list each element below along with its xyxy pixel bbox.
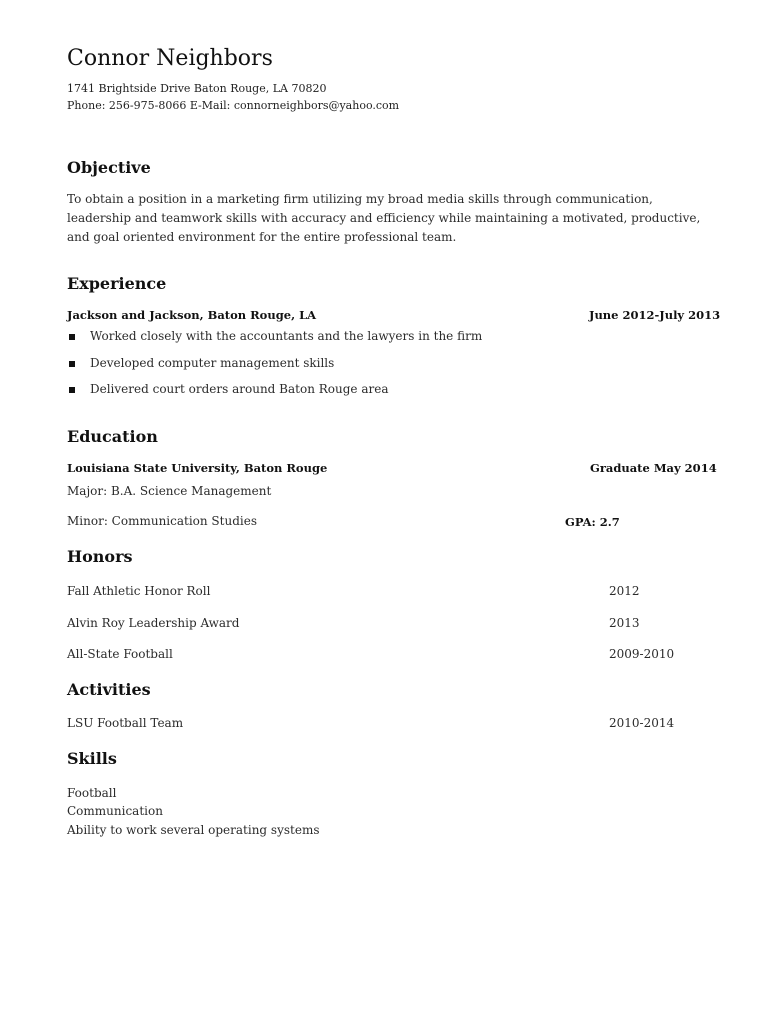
experience-bullet-item: Delivered court orders around Baton Rouge area	[90, 382, 389, 396]
honor-name: All-State Football	[67, 647, 173, 661]
bullet-icon	[69, 361, 75, 367]
education-school: Louisiana State University, Baton Rouge	[67, 461, 328, 475]
objective-heading: Objective	[67, 158, 151, 177]
bullet-icon	[69, 387, 75, 393]
phone-email-line: Phone: 256-975-8066 E-Mail: connorneighbors@yahoo.com	[67, 99, 400, 112]
education-major: Major: B.A. Science Management	[67, 484, 272, 498]
skills-heading: Skills	[67, 749, 117, 768]
honor-year: 2009-2010	[609, 647, 675, 661]
honor-year: 2012	[609, 584, 640, 598]
experience-heading: Experience	[67, 274, 167, 293]
skill-item: Ability to work several operating systems	[67, 823, 320, 837]
honors-heading: Honors	[67, 547, 133, 566]
honor-name: Alvin Roy Leadership Award	[67, 616, 240, 630]
education-gpa: GPA: 2.7	[565, 515, 620, 529]
education-graduation: Graduate May 2014	[590, 461, 717, 475]
experience-bullet-item: Developed computer management skills	[90, 356, 335, 370]
resume-name: Connor Neighbors	[67, 46, 273, 71]
skill-item: Football	[67, 786, 117, 800]
honor-name: Fall Athletic Honor Roll	[67, 584, 211, 598]
education-minor: Minor: Communication Studies	[67, 514, 257, 528]
address-line: 1741 Brightside Drive Baton Rouge, LA 70820	[67, 82, 327, 95]
objective-text: To obtain a position in a marketing firm utilizing my broad media skills through communication, leadership and teamwork skills with accuracy and efficiency while maintaining a motivated, productive, and goal oriented environment for the entire professional team.	[67, 192, 701, 244]
experience-bullet-item: Worked closely with the accountants and the lawyers in the firm	[90, 329, 483, 343]
activity-name: LSU Football Team	[67, 716, 184, 730]
bullet-icon	[69, 334, 75, 340]
education-heading: Education	[67, 427, 158, 446]
experience-employer: Jackson and Jackson, Baton Rouge, LA	[67, 308, 317, 322]
activities-heading: Activities	[67, 680, 151, 699]
honor-year: 2013	[609, 616, 640, 630]
skill-item: Communication	[67, 804, 163, 818]
experience-dates: June 2012-July 2013	[589, 308, 721, 322]
activity-year: 2010-2014	[609, 716, 675, 730]
